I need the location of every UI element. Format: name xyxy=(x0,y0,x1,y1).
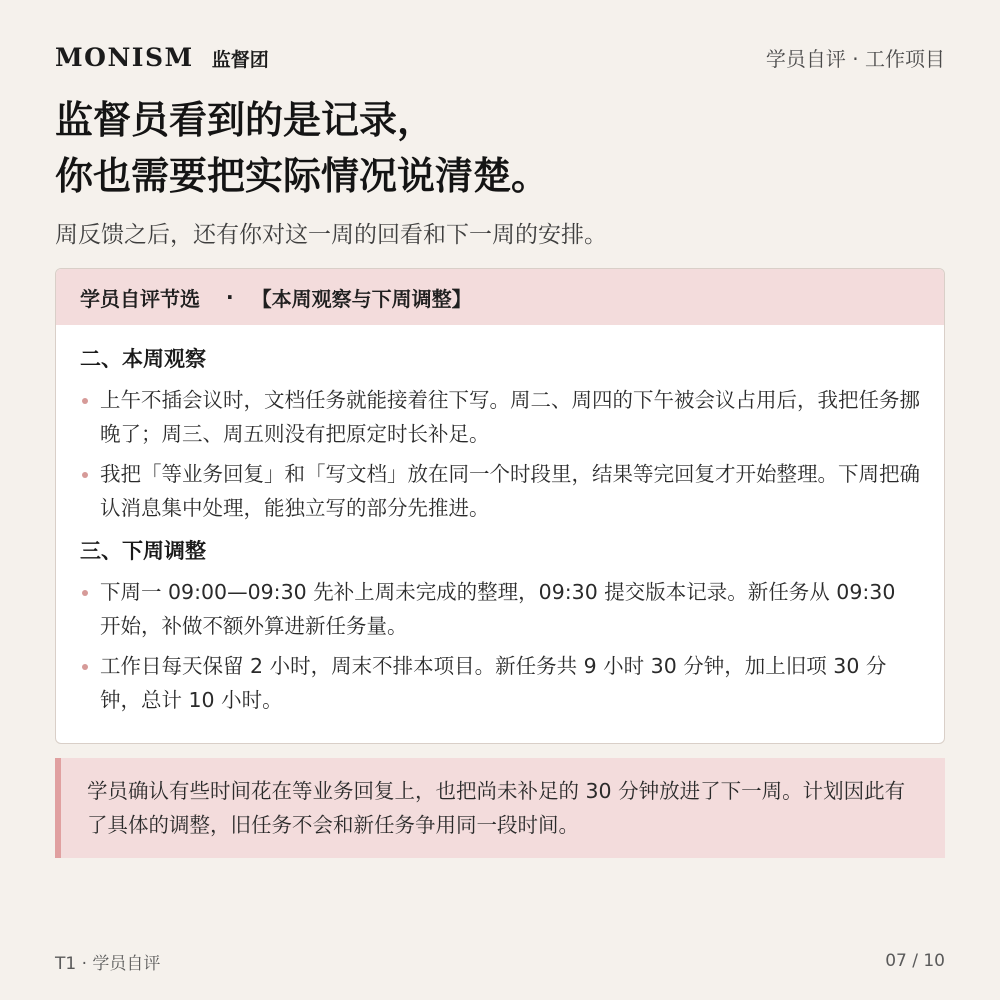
list-item-text: 我把「等业务回复」和「写文档」放在同一个时段里，结果等完回复才开始整理。下周把确认消息集中处理，能独立写的部分先推进。 xyxy=(100,462,920,520)
bullet-dot-icon xyxy=(82,664,88,670)
section-title-observation: 二、本周观察 xyxy=(80,347,206,371)
brand-subtitle: 监督团 xyxy=(211,48,269,71)
bullet-dot-icon xyxy=(82,590,88,596)
section-title-adjustment: 三、下周调整 xyxy=(80,539,206,563)
title-line-1: 监督员看到的是记录， xyxy=(55,98,436,142)
list-item xyxy=(80,457,920,525)
bullet-dot-icon xyxy=(82,472,88,478)
card-header-topic: 【本周观察与下周调整】 xyxy=(251,286,472,311)
list-item xyxy=(80,383,920,451)
card-header-separator: · xyxy=(226,285,234,309)
list-item-text: 下周一 09:00—09:30 先补上周未完成的整理，09:30 提交版本记录。新任务从 09:30 开始，补做不额外算进新任务量。 xyxy=(100,580,896,638)
page-title xyxy=(55,92,945,204)
brand-logo-text: MONISM xyxy=(55,42,194,72)
title-line-2: 你也需要把实际情况说清楚。 xyxy=(55,154,550,198)
list-item xyxy=(80,575,920,643)
header-category: 学员自评 · 工作项目 xyxy=(765,46,945,71)
footer-label: T1 · 学员自评 xyxy=(55,953,161,974)
page-header xyxy=(55,40,945,74)
page-subtitle: 周反馈之后，还有你对这一周的回看和下一周的安排。 xyxy=(55,222,607,248)
page-footer xyxy=(55,948,945,974)
self-review-card xyxy=(55,268,945,744)
summary-callout: 学员确认有些时间花在等业务回复上，也把尚未补足的 30 分钟放进了下一周。计划因此有了具体的调整，旧任务不会和新任务争用同一段时间。 xyxy=(55,758,945,858)
list-item-text: 工作日每天保留 2 小时，周末不排本项目。新任务共 9 小时 30 分钟，加上旧项 30 分钟，总计 10 小时。 xyxy=(100,654,887,712)
bullet-dot-icon xyxy=(82,398,88,404)
list-item-text: 上午不插会议时，文档任务就能接着往下写。周二、周四的下午被会议占用后，我把任务挪晚了；周三、周五则没有把原定时长补足。 xyxy=(100,388,920,446)
brand xyxy=(55,43,269,72)
card-header-label: 学员自评节选 xyxy=(80,286,200,311)
list-item xyxy=(80,649,920,717)
card-body xyxy=(56,325,944,717)
page-number: 07 / 10 xyxy=(885,951,945,971)
card-header xyxy=(56,269,944,325)
